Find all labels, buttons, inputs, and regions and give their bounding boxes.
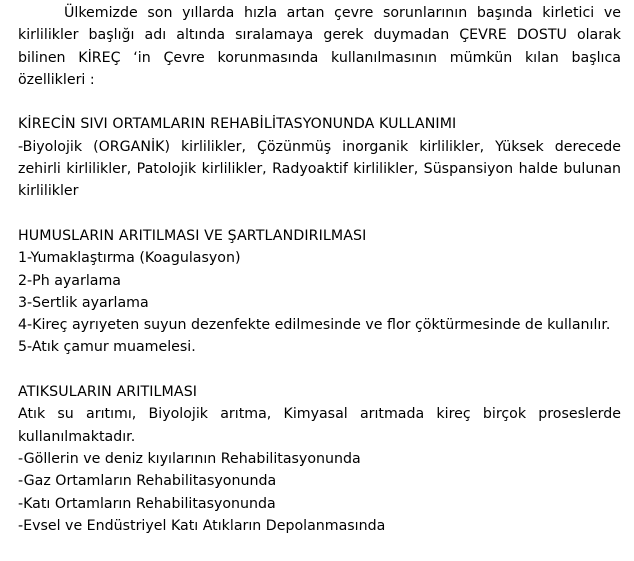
list-item: 3-Sertlik ayarlama: [18, 294, 149, 311]
section-paragraph: Atık su arıtımı, Biyolojik arıtma, Kimyasal arıtmada kireç birçok proseslerde kullanılmaktadır.: [18, 406, 621, 445]
list-item: -Katı Ortamların Rehabilitasyonunda: [18, 495, 276, 512]
spacer: [18, 203, 621, 225]
list-item: 1-Yumaklaştırma (Koagulasyon): [18, 250, 241, 267]
section-paragraph: -Biyolojik (ORGANİK) kirlilikler, Çözünmüş inorganik kirlilikler, Yüksek derecede zehirli kirlilikler, Patolojik kirlilikler, Radyoaktif kirlilikler, Süspansiyon halde bulunan kirlilikler: [18, 138, 621, 200]
section-liquid-rehabilitation: [18, 113, 621, 202]
list-item: 2-Ph ayarlama: [18, 272, 121, 289]
section-heading: HUMUSLARIN ARITILMASI VE ŞARTLANDIRILMASI: [18, 227, 367, 244]
section-wastewater-treatment: [18, 381, 621, 537]
list-item: 5-Atık çamur muamelesi.: [18, 339, 196, 356]
list-item: -Evsel ve Endüstriyel Katı Atıkların Depolanmasında: [18, 517, 386, 534]
section-humus-treatment: [18, 225, 621, 359]
intro-paragraph: Ülkemizde son yıllarda hızla artan çevre sorunlarının başında kirletici ve kirlilikler başlığı adı altında sıralamaya gerek duymadan ÇEVRE DOSTU olarak bilinen KİREÇ ‘in Çevre korunmasında kullanılmasının mümkün kılan başlıca özellikleri :: [18, 5, 621, 88]
section-heading: ATIKSULARIN ARITILMASI: [18, 384, 198, 401]
document-page: [18, 2, 621, 537]
list-item: -Göllerin ve deniz kıyılarının Rehabilitasyonunda: [18, 450, 361, 467]
list-item: -Gaz Ortamların Rehabilitasyonunda: [18, 473, 277, 490]
spacer: [18, 91, 621, 113]
section-heading: KİRECİN SIVI ORTAMLARIN REHABİLİTASYONUNDA KULLANIMI: [18, 116, 457, 133]
list-item: 4-Kireç ayrıyeten suyun dezenfekte edilmesinde ve flor çöktürmesinde de kullanılır.: [18, 317, 611, 334]
spacer: [18, 359, 621, 381]
